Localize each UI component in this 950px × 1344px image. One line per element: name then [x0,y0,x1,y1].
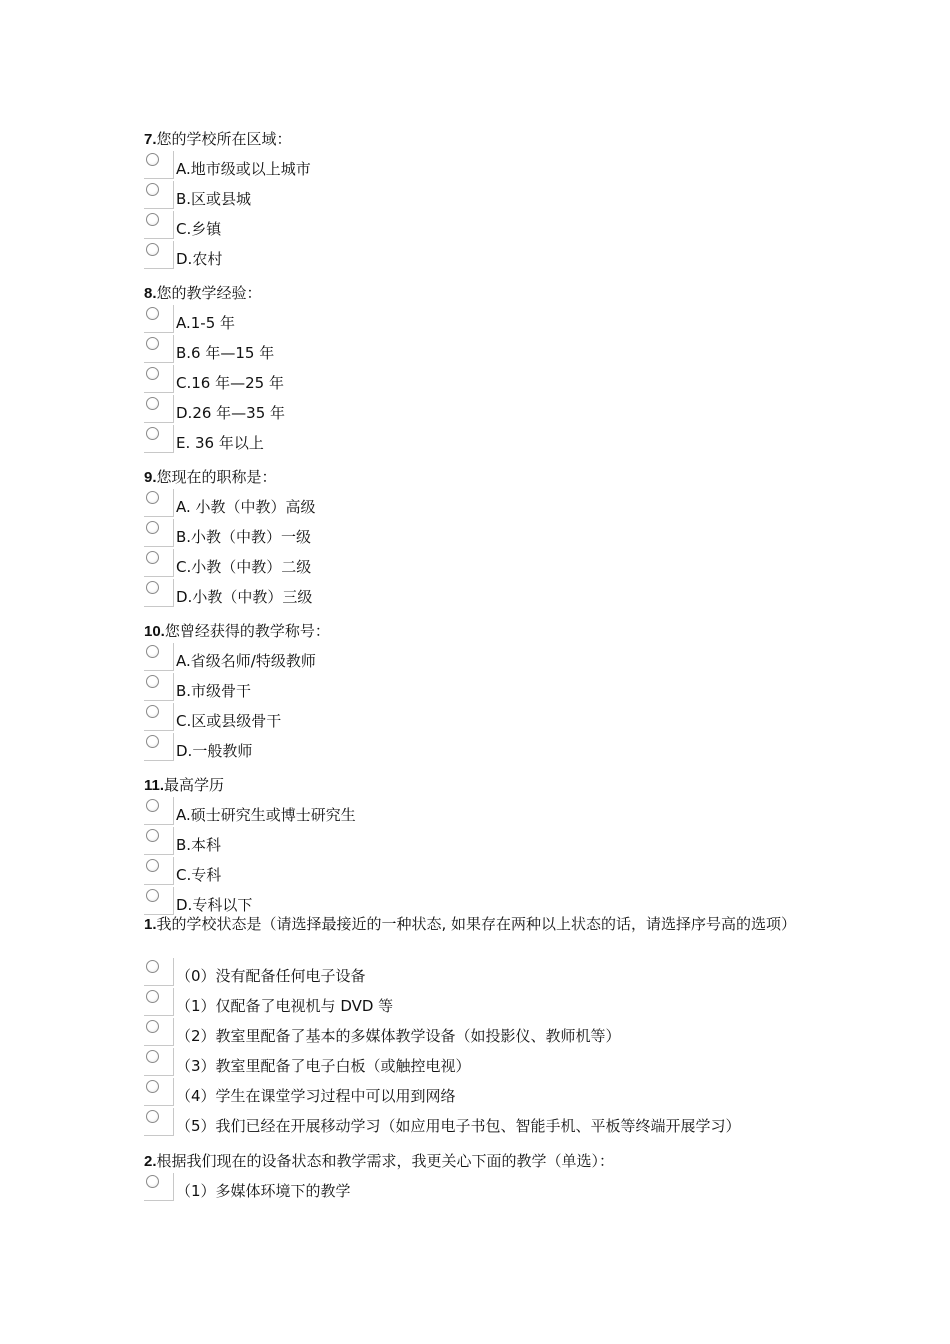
radio-frame [144,1173,174,1201]
radio-frame [144,1018,174,1046]
question-block-9: 9.您现在的职称是： A. 小教（中教）高级 B.小教（中教）一级 C.小教（中教）二级 D.小教（中教）三级 [144,467,824,488]
question-title: 1.我的学校状态是（请选择最接近的一种状态, 如果存在两种以上状态的话，请选择序号高的选项） [144,915,797,933]
radio-button[interactable] [146,1020,159,1033]
radio-frame [144,1108,174,1136]
question-title: 10.您曾经获得的教学称号： [144,622,330,640]
radio-button[interactable] [146,735,159,748]
radio-frame [144,988,174,1016]
radio-frame [144,305,174,333]
question-block-8: 8.您的教学经验： A.1-5 年 B.6 年—15 年 C.16 年—25 年 D.26 年—35 年 E. 36 年以上 [144,283,824,304]
radio-frame [144,703,174,731]
radio-button[interactable] [146,889,159,902]
radio-frame [144,797,174,825]
radio-button[interactable] [146,705,159,718]
radio-frame [144,335,174,363]
radio-button[interactable] [146,307,159,320]
radio-button[interactable] [146,829,159,842]
radio-frame [144,643,174,671]
question-block-7: 7.您的学校所在区域： A.地市级或以上城市 B.区或县城 C.乡镇 D.农村 [144,129,824,150]
radio-frame [144,365,174,393]
radio-frame [144,549,174,577]
radio-button[interactable] [146,521,159,534]
question-block-11: 11.最高学历 A.硕士研究生或博士研究生 B.本科 C.专科 D.专科以下 [144,775,824,796]
radio-button[interactable] [146,859,159,872]
radio-frame [144,489,174,517]
radio-button[interactable] [146,960,159,973]
radio-frame [144,151,174,179]
radio-frame [144,1048,174,1076]
radio-frame [144,241,174,269]
radio-button[interactable] [146,675,159,688]
radio-button[interactable] [146,427,159,440]
radio-frame [144,958,174,986]
radio-button[interactable] [146,1050,159,1063]
radio-button[interactable] [146,397,159,410]
radio-button[interactable] [146,337,159,350]
radio-button[interactable] [146,581,159,594]
radio-button[interactable] [146,1175,159,1188]
question-block-s2-2: 2.根据我们现在的设备状态和教学需求，我更关心下面的教学（单选）： （1）多媒体环境下的教学 [144,1151,824,1172]
radio-button[interactable] [146,491,159,504]
radio-button[interactable] [146,367,159,380]
radio-button[interactable] [146,183,159,196]
radio-button[interactable] [146,1080,159,1093]
radio-frame [144,425,174,453]
radio-frame [144,519,174,547]
radio-frame [144,827,174,855]
question-block-10: 10.您曾经获得的教学称号： A.省级名师/特级教师 B.市级骨干 C.区或县级骨干 D.一般教师 [144,621,824,642]
radio-button[interactable] [146,551,159,564]
question-title: 11.最高学历 [144,776,225,794]
radio-frame [144,181,174,209]
radio-frame [144,211,174,239]
radio-frame [144,395,174,423]
radio-frame [144,579,174,607]
question-title: 8.您的教学经验： [144,284,262,302]
radio-button[interactable] [146,645,159,658]
radio-frame [144,1078,174,1106]
radio-button[interactable] [146,243,159,256]
radio-button[interactable] [146,1110,159,1123]
radio-button[interactable] [146,153,159,166]
question-title: 9.您现在的职称是： [144,468,277,486]
question-block-s2-1: 1.我的学校状态是（请选择最接近的一种状态, 如果存在两种以上状态的话，请选择序号高的选项） （0）没有配备任何电子设备 （1）仅配备了电视机与 DVD 等 （2）教室里配备了基本的多媒体教学设备（如投影仪、教师机等） （3）教室里配备了电子白板（或触控电视） （4）学生在课堂学习过程中可以用到网络 （5）我们已经在开展移动学习（如应用电子书包、智能手机、平板等终端开展学习） [144,914,824,935]
radio-frame [144,673,174,701]
radio-frame [144,733,174,761]
radio-frame [144,887,174,915]
question-title: 7.您的学校所在区域： [144,130,292,148]
question-title: 2.根据我们现在的设备状态和教学需求，我更关心下面的教学（单选）： [144,1152,615,1170]
radio-frame [144,857,174,885]
radio-button[interactable] [146,990,159,1003]
radio-button[interactable] [146,799,159,812]
radio-button[interactable] [146,213,159,226]
